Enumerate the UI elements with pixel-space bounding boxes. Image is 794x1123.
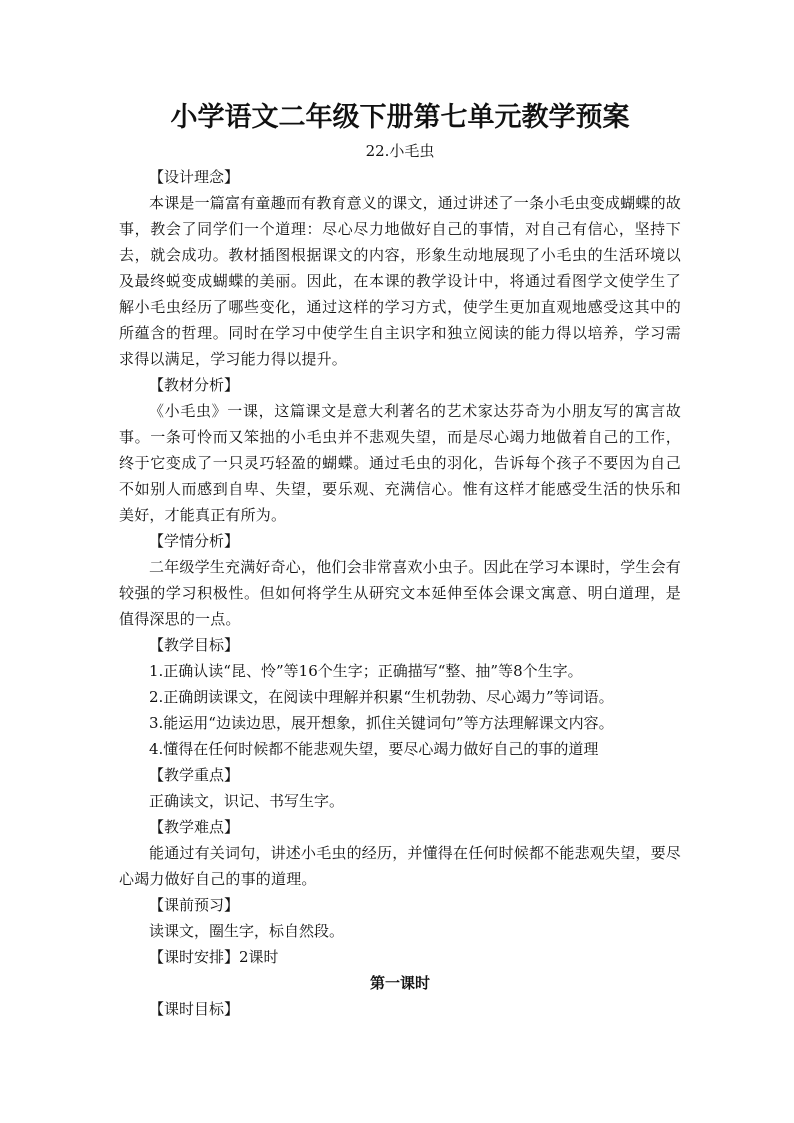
teaching-goal-item: 3.能运用“边读边思，展开想象，抓住关键词句”等方法理解课文内容。: [149, 714, 614, 732]
teaching-difficulty-heading: 【教学难点】: [149, 818, 240, 836]
textbook-analysis-paragraph: 《小毛虫》一课，这篇课文是意大利著名的艺术家达芬奇为小朋友写的寓言故事。一条可怜而又笨拙的小毛虫并不悲观失望，而是尽心竭力地做着自己的工作，终于它变成了一只灵巧轻盈的蝴蝶。通过毛虫的羽化，告诉每个孩子不要因为自己不如别人而感到自卑、失望，要乐观、充满信心。惟有这样才能感受生活的快乐和美好，才能真正有所为。: [119, 402, 681, 524]
student-analysis-heading: 【学情分析】: [149, 532, 240, 550]
teaching-goal-item: 1.正确认读“昆、怜”等16个生字；正确描写“整、抽”等8个生字。: [149, 662, 583, 680]
schedule-text: 2课时: [239, 948, 279, 966]
teaching-focus-heading: 【教学重点】: [149, 766, 240, 784]
teaching-difficulty-text: 能通过有关词句，讲述小毛虫的经历，并懂得在任何时候都不能悲观失望，要尽心竭力做好自己的事的道理。: [119, 844, 682, 888]
lesson-subtitle: 22.小毛虫: [365, 142, 435, 160]
teaching-goal-item: 2.正确朗读课文，在阅读中理解并积累“生机勃勃、尽心竭力”等词语。: [149, 688, 614, 706]
teaching-goals-heading: 【教学目标】: [149, 636, 240, 654]
preview-heading: 【课前预习】: [149, 896, 240, 914]
schedule-heading: 【课时安排】: [149, 948, 240, 966]
document-content: [119, 98, 681, 1022]
schedule-line: [119, 944, 681, 970]
teaching-goal-item: 4.懂得在任何时候都不能悲观失望，要尽心竭力做好自己的事的道理: [149, 740, 599, 758]
design-heading: 【设计理念】: [149, 168, 240, 186]
preview-text: 读课文，圈生字，标自然段。: [149, 922, 345, 940]
lesson-goals-heading: 【课时目标】: [149, 1000, 240, 1018]
student-analysis-paragraph: 二年级学生充满好奇心，他们会非常喜欢小虫子。因此在学习本课时，学生会有较强的学习积极性。但如何将学生从研究文本延伸至体会课文寓意、明白道理，是值得深思的一点。: [119, 558, 682, 628]
first-lesson-title: 第一课时: [369, 974, 430, 992]
textbook-analysis-heading: 【教材分析】: [149, 376, 240, 394]
document-title: 小学语文二年级下册第七单元教学预案: [170, 102, 630, 133]
design-paragraph: 本课是一篇富有童趣而有教育意义的课文，通过讲述了一条小毛虫变成蝴蝶的故事，教会了同学们一个道理：尽心尽力地做好自己的事情，对自己有信心，坚持下去，就会成功。教材插图根据课文的内容，形象生动地展现了小毛虫的生活环境以及最终蜕变成蝴蝶的美丽。因此，在本课的教学设计中，将通过看图学文使学生了解小毛虫经历了哪些变化，通过这样的学习方式，使学生更加直观地感受这其中的所蕴含的哲理。同时在学习中使学生自主识字和独立阅读的能力得以培养，学习需求得以满足，学习能力得以提升。: [119, 194, 682, 368]
teaching-focus-text: 正确读文，识记、书写生字。: [149, 792, 345, 810]
